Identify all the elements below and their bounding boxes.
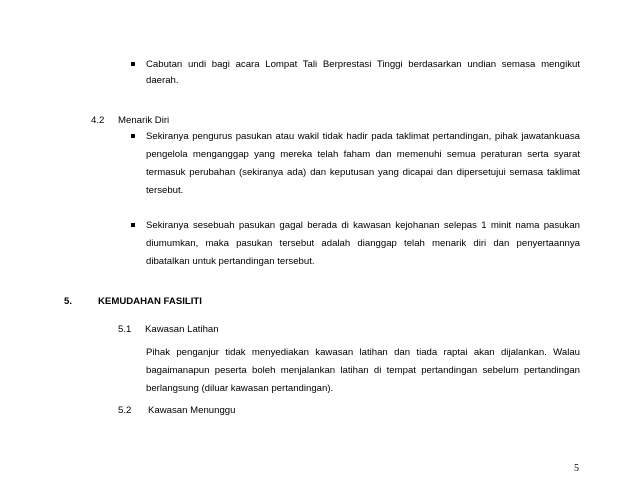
section-title: KEMUDAHAN FASILITI <box>98 296 202 307</box>
subsection-title: Kawasan Menunggu <box>148 405 236 416</box>
subsection-title: Kawasan Latihan <box>145 324 219 335</box>
bullet-text-line: Sekiranya pengurus pasukan atau wakil tidak hadir pada taklimat pertandingan, pihak jawatankuasa <box>146 131 580 142</box>
bullet-marker <box>131 134 135 138</box>
section-number: 5. <box>64 296 73 307</box>
paragraph-line: bagaimanapun peserta boleh menjalankan latihan di tempat pertandingan sebelum pertandingan <box>146 365 580 376</box>
section-number: 4.2 <box>91 115 105 126</box>
bullet-text-line: termasuk perubahan (sekiranya ada) dan keputusan yang dicapai dan dipersetujui semasa taklimat <box>146 167 580 178</box>
bullet-text-line: tersebut. <box>146 185 184 196</box>
bullet-text-line: daerah. <box>146 75 179 86</box>
bullet-text-line: Sekiranya sesebuah pasukan gagal berada di kawasan kejohanan selepas 1 minit nama pasukan <box>146 220 580 231</box>
section-title: Menarik Diri <box>118 115 170 126</box>
bullet-marker <box>131 62 135 66</box>
bullet-text-line: diumumkan, maka pasukan tersebut adalah dianggap telah menarik diri dan penyertaannya <box>146 238 580 249</box>
bullet-marker <box>131 223 135 227</box>
bullet-text-line: Cabutan undi bagi acara Lompat Tali Berprestasi Tinggi berdasarkan undian semasa mengikut <box>146 59 580 70</box>
page-number: 5 <box>574 463 579 474</box>
subsection-number: 5.2 <box>118 405 132 416</box>
subsection-number: 5.1 <box>118 324 132 335</box>
paragraph-line: Pihak penganjur tidak menyediakan kawasan latihan dan tiada raptai akan dijalankan. Walau <box>146 347 580 358</box>
paragraph-line: berlangsung (diluar kawasan pertandingan). <box>146 383 334 394</box>
bullet-text-line: pengelola menganggap yang mereka telah faham dan memenuhi semua peraturan serta syarat <box>146 149 580 160</box>
bullet-text-line: dibatalkan untuk pertandingan tersebut. <box>146 256 315 267</box>
